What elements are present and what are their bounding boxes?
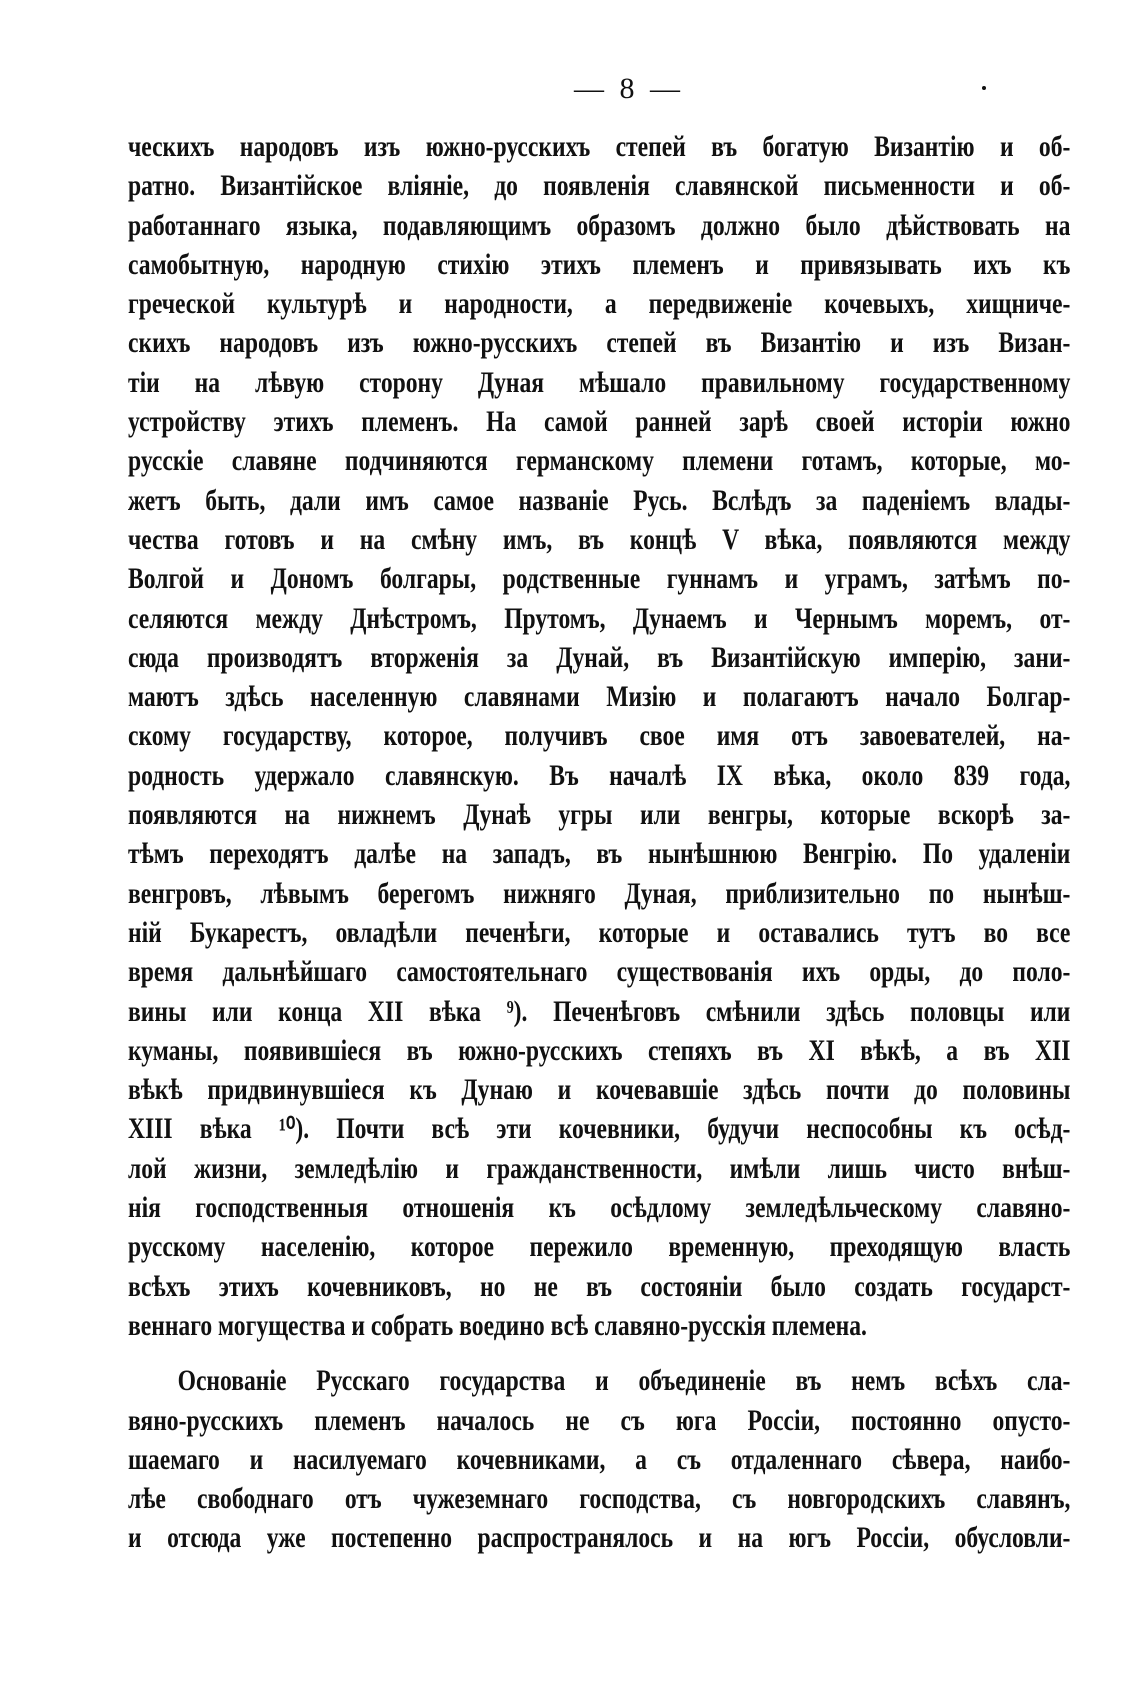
text-line: Волгой и Дономъ болгары, родственные гуннамъ и уграмъ, затѣмъ по- <box>128 563 1071 596</box>
text-line: жетъ быть, дали имъ самое названіе Русь. Вслѣдъ за паденіемъ влады- <box>128 484 1071 517</box>
text-line: скому государству, которое, получивъ свое имя отъ завоевателей, на- <box>128 720 1071 753</box>
text-line: скихъ народовъ изъ южно-русскихъ степей въ Византію и изъ Визан- <box>128 327 1071 360</box>
text-line: Основаніе Русскаго государства и объединеніе въ немъ всѣхъ сла- <box>177 1365 1071 1398</box>
text-line: и отсюда уже постепенно распространялось и на югъ Россіи, обусловли- <box>128 1522 1071 1555</box>
body-text <box>128 128 1070 1559</box>
text-line: родность удержало славянскую. Въ началѣ IX вѣка, около 839 года, <box>128 759 1071 792</box>
text-line: лѣе свободнаго отъ чужеземнаго господства, съ новгородскихъ славянъ, <box>128 1483 1071 1516</box>
text-line: маютъ здѣсь населенную славянами Мизію и полагаютъ начало Болгар- <box>128 681 1071 714</box>
text-line: появляются на нижнемъ Дунаѣ угры или венгры, которые вскорѣ за- <box>128 799 1071 832</box>
text-line: русскому населенію, которое пережило временную, преходящую власть <box>128 1231 1071 1264</box>
paragraph-gap <box>128 1346 1070 1362</box>
text-line: селяются между Днѣстромъ, Прутомъ, Дунаемъ и Чернымъ моремъ, от- <box>128 602 1071 635</box>
page-header <box>128 72 1070 128</box>
text-line: XIII вѣка ¹⁰). Почти всѣ эти кочевники, будучи неспособны къ осѣд- <box>128 1113 1071 1146</box>
text-line: устройству этихъ племенъ. На самой ранней зарѣ своей исторіи южно <box>128 406 1071 439</box>
text-line: тѣмъ переходятъ далѣе на западъ, въ нынѣшнюю Венгрію. По удаленіи <box>128 838 1071 871</box>
text-line: вины или конца XII вѣка ⁹). Печенѣговъ смѣнили здѣсь половцы или <box>128 995 1071 1028</box>
text-line: тіи на лѣвую сторону Дуная мѣшало правильному государственному <box>128 366 1071 399</box>
text-line: лой жизни, земледѣлію и гражданственности, имѣли лишь чисто внѣш- <box>128 1152 1071 1185</box>
text-line: веннаго могущества и собрать воедино всѣ славяно-русскія племена. <box>128 1309 867 1342</box>
text-line: ратно. Византійское вліяніе, до появленія славянской письменности и об- <box>128 170 1071 203</box>
text-line: шаемаго и насилуемаго кочевниками, а съ отдаленнаго сѣвера, наибо- <box>128 1443 1071 1476</box>
text-line: вѣкѣ придвинувшіеся къ Дунаю и кочевавшіе здѣсь почти до половины <box>128 1074 1071 1107</box>
text-line: самобытную, народную стихію этихъ племенъ и привязывать ихъ къ <box>128 248 1071 281</box>
text-line: ній Букарестъ, овладѣли печенѣги, которые и оставались тутъ во все <box>128 916 1071 949</box>
page-number: — 8 — <box>574 72 684 105</box>
text-line: всѣхъ этихъ кочевниковъ, но не въ состояніи было создать государст- <box>128 1270 1071 1303</box>
text-line: время дальнѣйшаго самостоятельнаго существованія ихъ орды, до поло- <box>128 956 1071 989</box>
text-line: венгровъ, лѣвымъ берегомъ нижняго Дуная, приблизительно по нынѣш- <box>128 877 1071 910</box>
text-line: ческихъ народовъ изъ южно-русскихъ степей въ богатую Византію и об- <box>128 131 1071 163</box>
text-line: куманы, появившіеся въ южно-русскихъ степяхъ въ XI вѣкѣ, а въ XII <box>128 1034 1071 1067</box>
text-line: русскіе славяне подчиняются германскому племени готамъ, которые, мо- <box>128 445 1071 478</box>
text-line: работаннаго языка, подавляющимъ образомъ должно было дѣйствовать на <box>128 209 1071 242</box>
header-dot-mark <box>982 86 986 90</box>
text-line: вяно-русскихъ племенъ началось не съ юга Россіи, постоянно опусто- <box>128 1404 1071 1437</box>
text-line: чества готовъ и на смѣну имъ, въ концѣ V вѣка, появляются между <box>128 523 1071 556</box>
text-line: греческой культурѣ и народности, а передвиженіе кочевыхъ, хищниче- <box>128 288 1071 321</box>
text-line: сюда производятъ вторженія за Дунай, въ Византійскую имперію, зани- <box>128 641 1071 674</box>
text-line: нія господственныя отношенія къ осѣдлому земледѣльческому славяно- <box>128 1192 1071 1225</box>
